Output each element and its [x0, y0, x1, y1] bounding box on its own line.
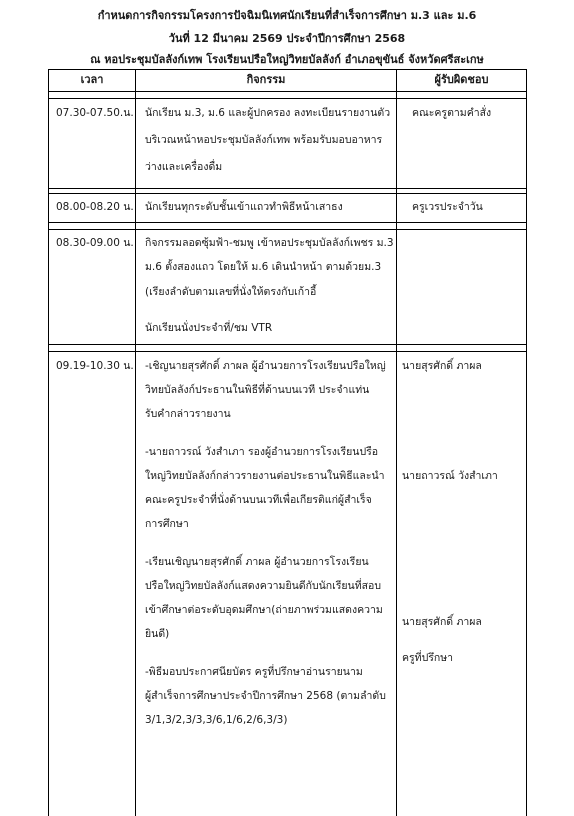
- row4-activity-text: -เชิญนายสุรศักดิ์ ภาผล ผู้อำนวยการโรงเรียนปรือใหญ่: [145, 360, 386, 372]
- row3-time: 08.30-09.00 น.: [56, 237, 134, 249]
- row4-activity-line: [145, 356, 386, 377]
- table-header-bottom: [48, 91, 527, 92]
- row4-activity-line: วิทยบัลลังก์ประธานในพิธีที่ด้านบนเวที ประจำแท่น: [145, 384, 370, 396]
- column-divider: [396, 69, 397, 816]
- row-divider: [48, 98, 527, 99]
- row4-activity-line: รับคำกล่าวรายงาน: [145, 408, 231, 420]
- row-divider: [48, 229, 527, 230]
- table-border-left: [48, 69, 49, 816]
- header-activity: กิจกรรม: [246, 73, 286, 86]
- row4-responsible: นายสุรศักดิ์ ภาผล: [402, 360, 482, 372]
- row2-activity-line: นักเรียนทุกระดับชั้นเข้าแถวทำพิธีหน้าเสาธง: [145, 201, 343, 213]
- row4-activity-line: เข้าศึกษาต่อระดับอุดมศึกษา(ถ่ายภาพร่วมแสดงความ: [145, 604, 383, 616]
- table-border-right: [526, 69, 527, 816]
- row4-activity-line: คณะครูประจำที่นั่งด้านบนเวทีเพื่อเกียรติแก่ผู้สำเร็จ: [145, 494, 372, 506]
- row-divider: [48, 188, 527, 189]
- row4-activity-line: -นายถาวรณ์ วังสำเภา รองผู้อำนวยการโรงเรียนปรือ: [145, 446, 379, 458]
- row1-time: 07.30-07.50.น.: [56, 107, 134, 119]
- document-title: กำหนดการกิจกรรมโครงการปัจฉิมนิเทศนักเรียนที่สำเร็จการศึกษา ม.3 และ ม.6: [97, 9, 477, 22]
- header-responsible: ผู้รับผิดชอบ: [434, 73, 489, 86]
- row-divider: [48, 344, 527, 345]
- row4-activity-line: ผู้สำเร็จการศึกษาประจำปีการศึกษา 2568 (ตามลำดับ: [145, 690, 386, 702]
- row1-activity-line: นักเรียน ม.3, ม.6 และผู้ปกครอง ลงทะเบียนรายงานตัว: [145, 107, 391, 119]
- row4-responsible: นายสุรศักดิ์ ภาผล: [402, 616, 482, 628]
- row4-activity-line: ปรือใหญ่วิทยบัลลังก์แสดงความยินดีกับนักเรียนที่สอบ: [145, 580, 382, 592]
- row4-time: 09.19-10.30 น.: [56, 360, 134, 372]
- row-divider: [48, 222, 527, 223]
- header-time: เวลา: [80, 73, 104, 86]
- row3-activity-line: กิจกรรมลอดซุ้มฟ้า-ชมพู เข้าหอประชุมบัลลังก์เพชร ม.3: [145, 237, 394, 249]
- row1-activity-line: ว่างและเครื่องดื่ม: [145, 161, 223, 173]
- row4-activity-line: ยินดี): [145, 628, 170, 640]
- row2-responsible: ครูเวรประจำวัน: [412, 201, 483, 213]
- row1-activity-line: บริเวณหน้าหอประชุมบัลลังก์เทพ พร้อมรับมอบอาหาร: [145, 134, 383, 146]
- row4-activity-line: ใหญ่วิทยบัลลังก์กล่าวรายงานต่อประธานในพิธีและนำ: [145, 470, 385, 482]
- row3-activity-line: ม.6 ตั้งสองแถว โดยให้ ม.6 เดินนำหน้า ตามด้วยม.3: [145, 261, 382, 273]
- row4-activity-line: -เรียนเชิญนายสุรศักดิ์ ภาผล ผู้อำนวยการโรงเรียน: [145, 556, 369, 568]
- row4-activity-line: 3/1,3/2,3/3,3/6,1/6,2/6,3/3): [145, 714, 288, 726]
- row4-activity-line: -พิธีมอบประกาศนียบัตร ครูที่ปรึกษาอ่านรายนาม: [145, 666, 363, 678]
- column-divider: [135, 69, 136, 816]
- row4-activity-line: การศึกษา: [145, 518, 189, 530]
- row4-responsible: ครูที่ปรึกษา: [402, 652, 454, 664]
- row4-responsible: นายถาวรณ์ วังสำเภา: [402, 470, 498, 482]
- row-divider: [48, 193, 527, 194]
- row3-activity-line: (เรียงลำดับตามเลขที่นั่งให้ตรงกับเก้าอี้: [145, 286, 317, 298]
- row-divider: [48, 351, 527, 352]
- row2-time: 08.00-08.20 น.: [56, 201, 134, 213]
- row3-activity-line: นักเรียนนั่งประจำที่/ชม VTR: [145, 322, 273, 334]
- table-border-top: [48, 69, 527, 70]
- document-venue: ณ หอประชุมบัลลังก์เทพ โรงเรียนปรือใหญ่วิทยบัลลังก์ อำเภอขุขันธ์ จังหวัดศรีสะเกษ: [90, 53, 484, 66]
- row1-responsible: คณะครูตามคำสั่ง: [412, 107, 492, 119]
- document-date: วันที่ 12 มีนาคม 2569 ประจำปีการศึกษา 2568: [168, 32, 406, 45]
